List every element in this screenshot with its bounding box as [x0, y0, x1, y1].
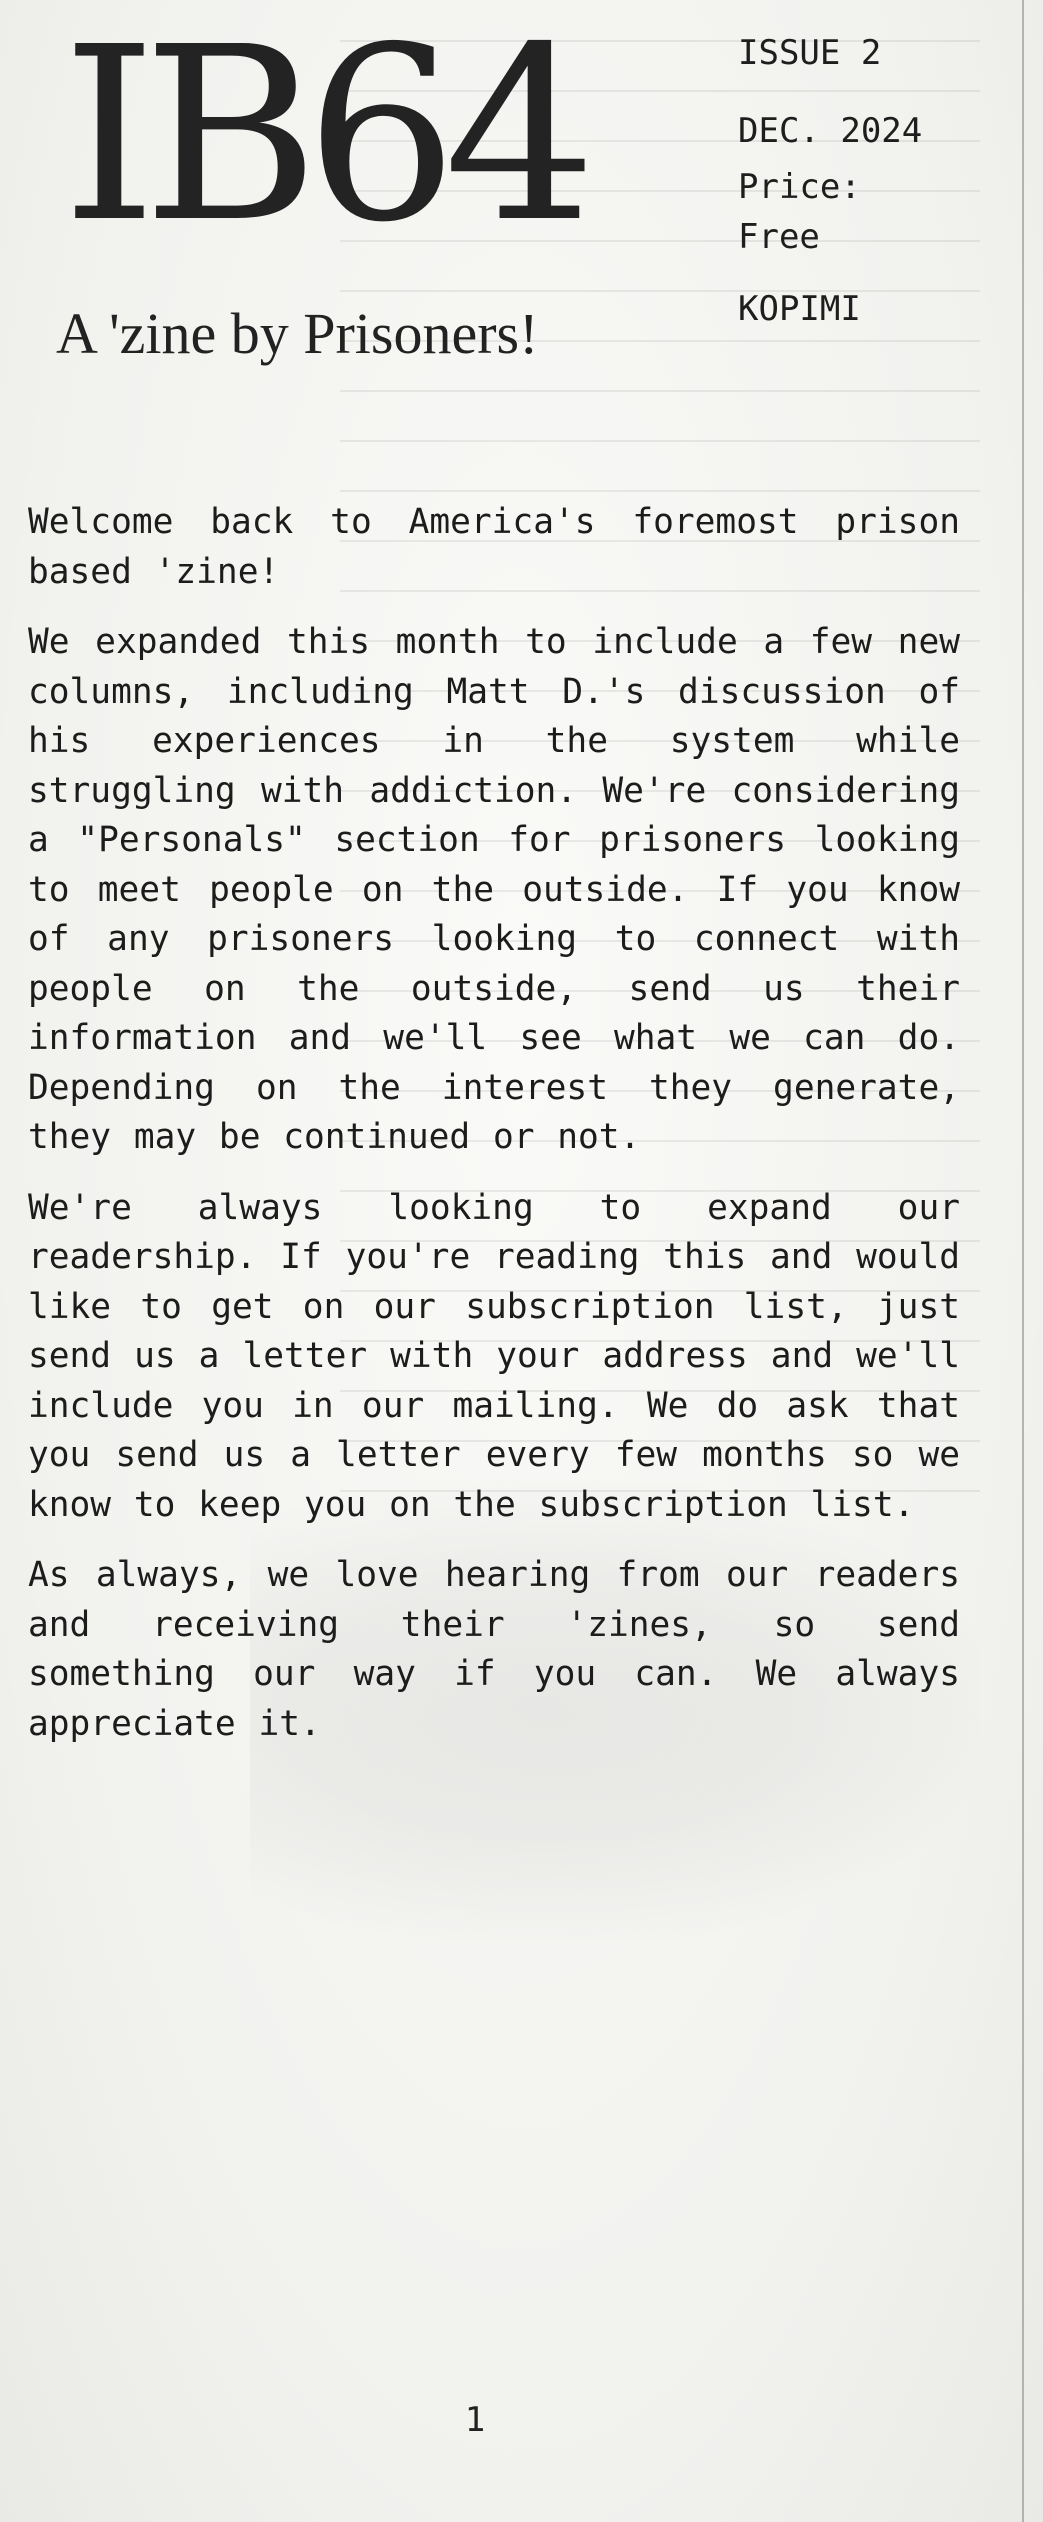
issue-info	[738, 28, 922, 334]
license-mark: KOPIMI	[738, 289, 861, 329]
paragraph-welcome: Welcome back to America's foremost prison based 'zine!	[28, 502, 960, 592]
paragraph-closing: As always, we love hearing from our readers and receiving their 'zines, so send something our way if you can. We always appreciate it.	[28, 1555, 960, 1744]
masthead-title: IB64	[62, 0, 583, 275]
issue-date: DEC. 2024	[738, 111, 923, 151]
masthead-tagline: A 'zine by Prisoners!	[56, 301, 539, 366]
page-number: 1	[464, 2400, 486, 2440]
paragraph-subscription: We're always looking to expand our readership. If you're reading this and would like to get on our subscription list, just send us a letter with your address and we'll include you in our mailing. We do ask that you send us a letter every few months so we know to keep you on the subscription list.	[28, 1187, 960, 1525]
price-value: Free	[738, 217, 820, 257]
editorial-column	[28, 498, 960, 1770]
page-edge-line	[1022, 0, 1024, 2522]
paragraph-new-columns: We expanded this month to include a few new columns, including Matt D.'s discussion of his experiences in the system while struggling with addiction. We're considering a "Personals" section for prisoners looking to meet people on the outside. If you know of any prisoners looking to connect with people on the outside, send us their information and we'll see what we can do. Depending on the interest they generate, they may be continued or not.	[28, 622, 960, 1157]
price-label: Price:	[738, 167, 861, 207]
issue-number: ISSUE 2	[738, 33, 882, 73]
